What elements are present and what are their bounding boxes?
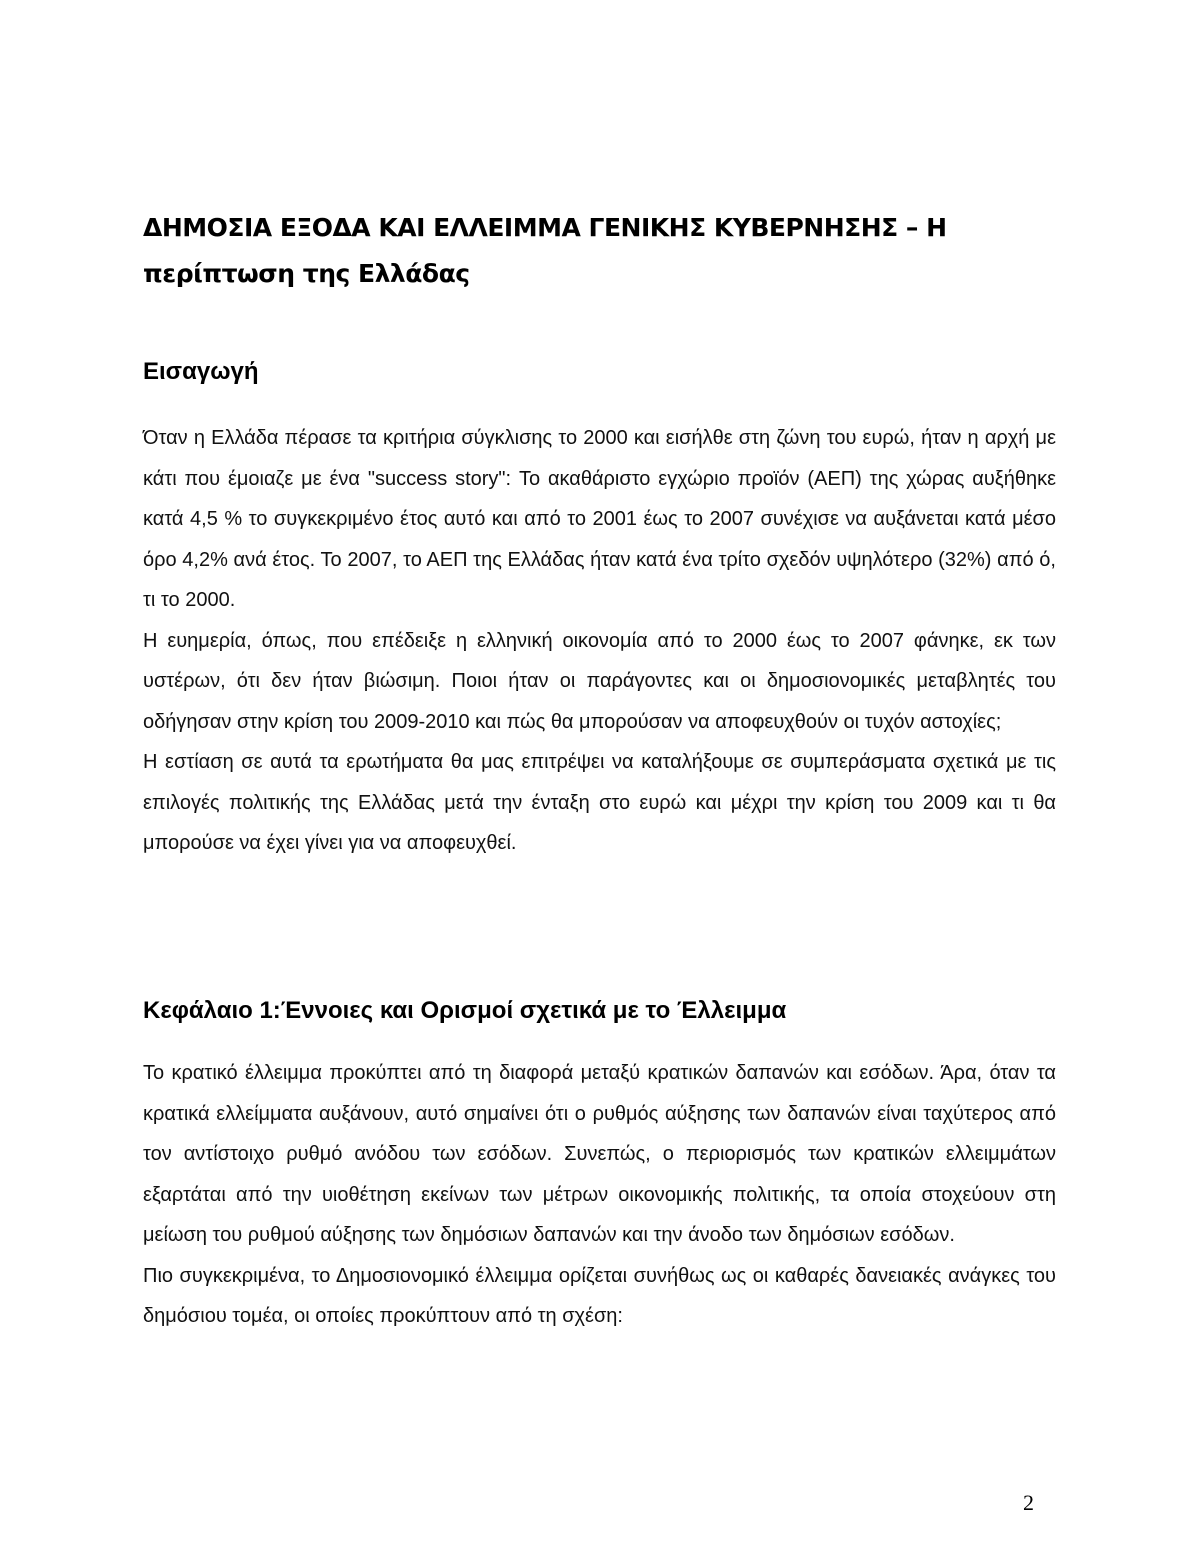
introduction-section <box>143 418 1056 864</box>
introduction-paragraph-1: Όταν η Ελλάδα πέρασε τα κριτήρια σύγκλισης το 2000 και εισήλθε στη ζώνη του ευρώ, ήταν η αρχή με κάτι που έμοιαζε με ένα "success story": Το ακαθάριστο εγχώριο προϊόν (ΑΕΠ) της χώρας αυξήθηκε κατά 4,5 % το συγκεκριμένο έτος αυτό και από το 2001 έως το 2007 συνέχισε να αυξάνεται κατά μέσο όρο 4,2% ανά έτος. Το 2007, το ΑΕΠ της Ελλάδας ήταν κατά ένα τρίτο σχεδόν υψηλότερο (32%) από ό, τι το 2000. <box>143 427 1056 611</box>
chapter1-section <box>143 1053 1056 1337</box>
introduction-heading: Εισαγωγή <box>143 358 259 385</box>
chapter1-heading: Κεφάλαιο 1:Έννοιες και Ορισμοί σχετικά με το Έλλειμμα <box>143 997 787 1024</box>
chapter1-paragraph-2: Πιο συγκεκριμένα, το Δημοσιονομικό έλλειμμα ορίζεται συνήθως ως οι καθαρές δανειακές ανάγκες του δημόσιου τομέα, οι οποίες προκύπτουν από τη σχέση: <box>143 1264 1056 1327</box>
page-number: 2 <box>1023 1490 1034 1515</box>
chapter1-paragraph-1: Το κρατικό έλλειμμα προκύπτει από τη διαφορά μεταξύ κρατικών δαπανών και εσόδων. Άρα, όταν τα κρατικά ελλείμματα αυξάνουν, αυτό σημαίνει ότι ο ρυθμός αύξησης των δαπανών είναι ταχύτερος από τον αντίστοιχο ρυθμό ανόδου των εσόδων. Συνεπώς, ο περιορισμός των κρατικών ελλειμμάτων εξαρτάται από την υιοθέτηση εκείνων των μέτρων οικονομικής πολιτικής, τα οποία στοχεύουν στη μείωση του ρυθμού αύξησης των δημόσιων δαπανών και την άνοδο των δημόσιων εσόδων. <box>143 1062 1056 1246</box>
document-title: ΔΗΜΟΣΙΑ ΕΞΟΔΑ ΚΑΙ ΕΛΛΕΙΜΜΑ ΓΕΝΙΚΗΣ ΚΥΒΕΡΝΗΣΗΣ – Η περίπτωση της Ελλάδας <box>143 213 947 288</box>
introduction-paragraph-3: Η εστίαση σε αυτά τα ερωτήματα θα μας επιτρέψει να καταλήξουμε σε συμπεράσματα σχετικά με τις επιλογές πολιτικής της Ελλάδας μετά την ένταξη στο ευρώ και μέχρι την κρίση του 2009 και τι θα μπορούσε να έχει γίνει για να αποφευχθεί. <box>143 751 1056 854</box>
introduction-paragraph-2: Η ευημερία, όπως, που επέδειξε η ελληνική οικονομία από το 2000 έως το 2007 φάνηκε, εκ των υστέρων, ότι δεν ήταν βιώσιμη. Ποιοι ήταν οι παράγοντες και οι δημοσιονομικές μεταβλητές του οδήγησαν στην κρίση του 2009-2010 και πώς θα μπορούσαν να αποφευχθούν οι τυχόν αστοχίες; <box>143 629 1056 733</box>
